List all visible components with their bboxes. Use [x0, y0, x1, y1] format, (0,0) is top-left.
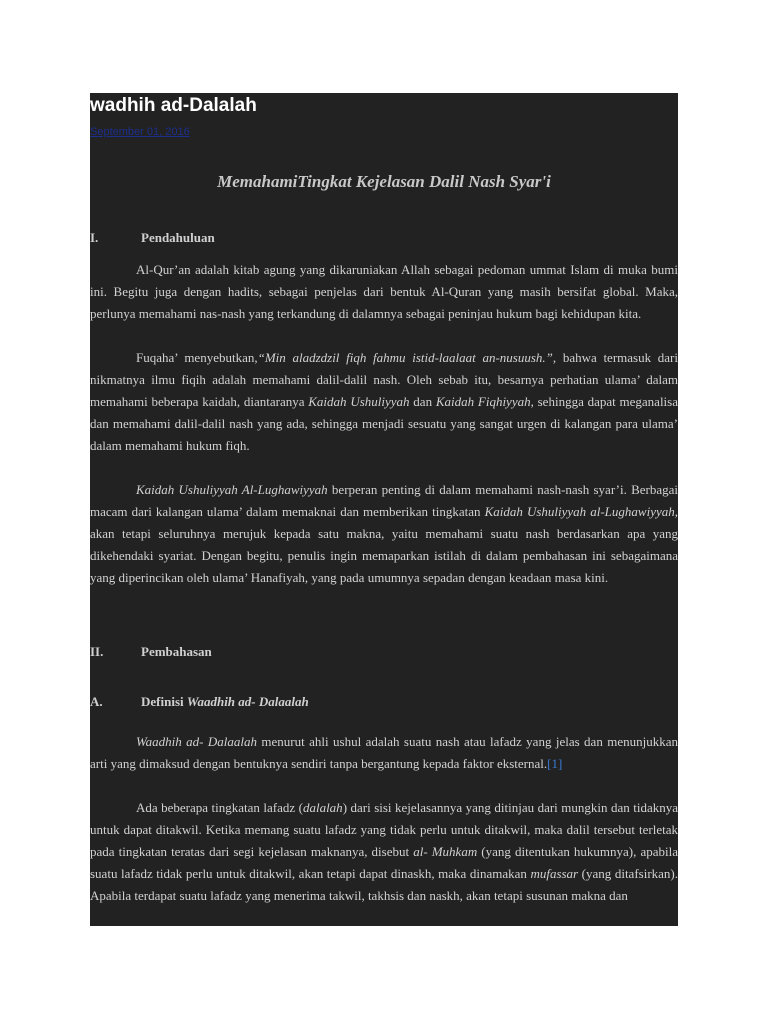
- document-title: MemahamiTingkat Kejelasan Dalil Nash Syar'i: [217, 172, 551, 191]
- subsection-title: Definisi: [141, 694, 187, 709]
- section-title: Pendahuluan: [141, 230, 215, 245]
- footnote-link[interactable]: [1]: [547, 756, 563, 771]
- section-heading-pendahuluan: [90, 230, 215, 246]
- post-title: wadhih ad-Dalalah: [90, 95, 257, 116]
- post-date-link[interactable]: September 01, 2016: [90, 126, 190, 138]
- paragraph-4: Waadhih ad- Dalaalah menurut ahli ushul adalah suatu nash atau lafadz yang jelas dan menunjukkan arti yang dimaksud dengan bentuknya sendiri tanpa bergantung kepada faktor eksternal.[1]: [90, 734, 678, 771]
- document-panel: [90, 93, 678, 926]
- subsection-title-italic: Waadhih ad- Dalaalah: [186, 694, 309, 709]
- paragraph-2: Fuqaha’ menyebutkan,“Min aladzdzil fiqh fahmu istid-laalaat an-nusuush.”, bahwa termasuk dari nikmatnya ilmu fiqih adalah memahami dalil-dalil nash. Oleh sebab itu, besarnya perhatian ulama’ dalam memahami beberapa kaidah, diantaranya Kaidah Ushuliyyah dan Kaidah Fiqhiyyah, sehingga dapat meganalisa dan memahami dalil-dalil nash yang ada, sehingga menjadi sesuatu yang sangat urgen di kalangan para ulama’ dalam memahami hukum fiqh.: [90, 350, 678, 453]
- paragraph-1: Al-Qur’an adalah kitab agung yang dikaruniakan Allah sebagai pedoman ummat Islam di muka bumi ini. Begitu juga dengan hadits, sebagai penjelas dari bentuk Al-Quran yang masih bersifat global. Maka, perlunya memahami nas-nash yang terkandung di dalamnya sebagai peninjau hukum bagi kehidupan kita.: [90, 262, 678, 321]
- section-number: I.: [90, 230, 99, 245]
- section-title: Pembahasan: [141, 644, 212, 659]
- paragraph-3: Kaidah Ushuliyyah Al-Lughawiyyah berperan penting di dalam memahami nash-nash syar’i. Berbagai macam dari kalangan ulama’ dalam memaknai dan memberikan tingkatan Kaidah Ushuliyyah al-Lughawiyyah, akan tetapi seluruhnya merujuk kepada satu makna, yaitu memahami suatu nash berdasarkan apa yang dikehendaki syariat. Dengan begitu, penulis ingin memaparkan istilah di dalam pembahasan ini sebagaimana yang diperincikan oleh ulama’ Hanafiyah, yang pada umumnya sepadan dengan keadaan masa kini.: [90, 482, 678, 585]
- subsection-number: A.: [90, 694, 103, 709]
- section-heading-pembahasan: [90, 644, 212, 660]
- section-number: II.: [90, 644, 104, 659]
- subsection-heading-definisi: [90, 694, 309, 710]
- paragraph-5: Ada beberapa tingkatan lafadz (dalalah) dari sisi kejelasannya yang ditinjau dari mungkin dan tidaknya untuk dapat ditakwil. Ketika memang suatu lafadz yang tidak perlu untuk ditakwil, maka dalil tersebut terletak pada tingkatan teratas dari segi kejelasan maknanya, disebut al- Muhkam (yang ditentukan hukumnya), apabila suatu lafadz tidak perlu untuk ditakwil, akan tetapi dapat dinaskh, maka dinamakan mufassar (yang ditafsirkan). Apabila terdapat suatu lafadz yang menerima takwil, takhsis dan naskh, akan tetapi susunan makna dan: [90, 800, 678, 903]
